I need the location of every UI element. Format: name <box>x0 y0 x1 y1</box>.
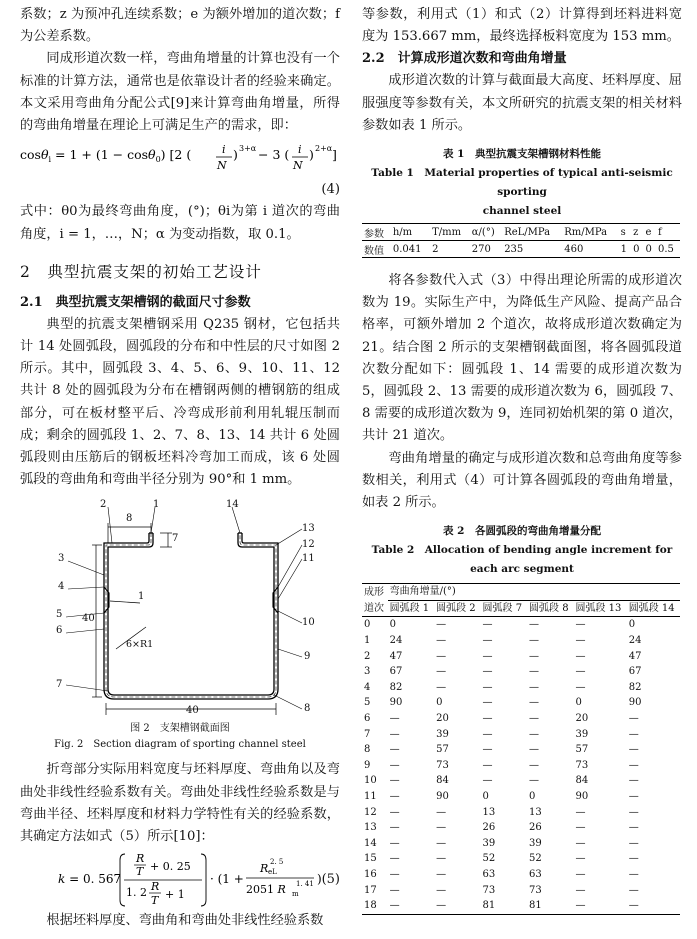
table-cell: 3 <box>364 666 371 678</box>
svg-text:R: R <box>136 852 145 866</box>
table-cell: 39 <box>575 728 589 740</box>
table-cell: 67 <box>628 666 642 678</box>
table-cell: 57 <box>436 744 449 756</box>
table-cell: 26 <box>529 822 542 834</box>
svg-text:cosθi = 1 + (1 − cosθ0) [2 (: cosθ$_i$ = 1 + (1 − cosθ$_0$) [2 ( <box>20 147 192 165</box>
table-1-value-row <box>362 241 680 258</box>
table-cell: 52 <box>529 853 542 865</box>
table-cell: — <box>389 853 400 865</box>
figure-2-caption-en: Fig. 2 Section diagram of sporting channel steel <box>54 739 306 751</box>
dim-flange: 7 <box>172 533 179 545</box>
table-cell: — <box>575 806 586 818</box>
table-row <box>362 789 680 805</box>
t1-v-5: 460 <box>564 243 584 255</box>
table-cell: 63 <box>482 868 496 880</box>
t2-h2-6: 圆弧段 14 <box>627 600 680 617</box>
table-cell: 90 <box>389 697 403 709</box>
fig-label-3: 3 <box>58 553 65 565</box>
table-cell: — <box>575 666 586 678</box>
svg-text:+ 0. 25: + 0. 25 <box>150 860 191 874</box>
fig-label-5: 5 <box>56 609 63 621</box>
fig-label-11: 11 <box>302 553 315 565</box>
table-cell: — <box>628 775 639 787</box>
table-1-title-en-2: channel steel <box>482 205 562 218</box>
table-cell: 12 <box>364 806 377 818</box>
table-cell: 84 <box>575 775 589 787</box>
table-cell: — <box>436 822 447 834</box>
table-cell: — <box>482 744 493 756</box>
svg-text:T: T <box>136 865 144 879</box>
table-cell: 90 <box>575 790 589 802</box>
fig-label-8: 8 <box>304 703 311 715</box>
paragraph-coefficients: 系数；z 为预冲孔连续系数；e 为额外增加的道次数；f 为公差系数。 <box>20 7 340 45</box>
equation-4-graphic <box>20 139 340 179</box>
table-2-title-cn: 表 2 各圆弧段的弯曲角增量分配 <box>443 525 601 538</box>
t2-h2-5: 圆弧段 13 <box>573 600 626 617</box>
t2-h2-1: 圆弧段 1 <box>388 600 434 617</box>
table-cell: — <box>628 713 639 724</box>
table-row <box>362 633 680 649</box>
table-row <box>362 805 680 821</box>
t1-v-3: 270 <box>471 243 491 255</box>
t1-h-5: Rm/MPa <box>562 224 618 241</box>
table-cell: — <box>389 790 400 802</box>
table-cell: — <box>575 900 586 912</box>
t2-h1-pass: 成形 <box>364 586 384 598</box>
t1-h-7: z <box>631 224 643 241</box>
table-cell: 20 <box>575 713 589 724</box>
equation-4-number: (4) <box>321 182 340 198</box>
equation-5-number: (5) <box>321 872 340 888</box>
table-cell: — <box>575 635 586 647</box>
table-cell: 0 <box>436 697 443 709</box>
svg-text:2+α: 2+α <box>315 144 333 154</box>
table-cell: — <box>575 884 586 896</box>
table-cell: — <box>389 837 400 849</box>
table-cell: — <box>628 759 639 771</box>
table-cell: 82 <box>389 681 403 693</box>
dim-width: 40 <box>186 705 199 717</box>
table-cell: 1 <box>364 635 371 647</box>
paragraph-pass-count: 将各参数代入式（3）中得出理论所需的成形道次数为 19。实际生产中，为降低生产风险、提高产品合格率，可额外增加 2 个道次，故将成形道次数确定为 21。结合图 2 所示的支架槽钢截面图，将各圆弧段道次数分配如下：圆弧段 1、14 需要的成形道次数为 5，圆弧段 2、13 需要的成形道次数为 6，圆弧段 7、8 需要的成形道次数为 9，连同初始机架的第 0 道次，共计 21 道次。 <box>362 273 682 444</box>
table-cell: — <box>389 775 400 787</box>
table-cell: 17 <box>364 884 377 896</box>
table-cell: 11 <box>364 790 377 802</box>
table-cell: 81 <box>482 900 496 912</box>
table-cell: 0 <box>389 619 396 631</box>
table-1-title-cn: 表 1 典型抗震支架槽钢材料性能 <box>443 148 601 161</box>
table-2-title-en-1: Table 2 Allocation of bending angle increment for <box>371 544 673 557</box>
table-cell: 73 <box>529 884 542 896</box>
table-cell: — <box>389 728 400 740</box>
table-cell: 0 <box>628 619 636 631</box>
table-cell: — <box>529 619 540 631</box>
table-cell: — <box>389 868 400 880</box>
t1-v-4: 235 <box>504 243 524 255</box>
table-cell: — <box>628 806 639 818</box>
dim-radius: 6×R1 <box>126 639 154 651</box>
channel-section-diagram <box>20 499 340 721</box>
table-cell: 82 <box>628 681 642 693</box>
table-cell: 7 <box>364 728 371 740</box>
table-row <box>362 883 680 899</box>
table-cell: — <box>628 900 639 912</box>
table-cell: — <box>436 900 447 912</box>
t1-h-8: e <box>644 224 656 241</box>
table-row <box>362 695 680 711</box>
table-row <box>362 711 680 727</box>
t1-v-7: 0 <box>633 243 640 255</box>
t1-v-1: 0.041 <box>392 243 422 255</box>
table-cell: — <box>482 775 493 787</box>
table-cell: — <box>389 744 400 756</box>
t1-v-9: 0.5 <box>658 243 674 255</box>
table-2-header-row-2 <box>362 600 680 617</box>
table-cell: 90 <box>436 790 449 802</box>
table-cell: 13 <box>364 822 377 834</box>
table-cell: — <box>628 853 639 865</box>
table-cell: 13 <box>482 806 496 818</box>
table-cell: — <box>436 837 447 849</box>
table-cell: — <box>628 884 639 896</box>
svg-text:R: R <box>260 862 269 876</box>
svg-text:]: ] <box>332 147 337 163</box>
table-row <box>362 664 680 680</box>
left-column <box>20 0 340 932</box>
table-cell: 73 <box>482 884 496 896</box>
t1-h-1: h/m <box>391 224 430 241</box>
svg-text:i: i <box>222 143 226 157</box>
svg-text:T: T <box>151 894 159 908</box>
dim-small: 1 <box>138 591 145 603</box>
table-cell: — <box>628 822 639 834</box>
table-cell: 2 <box>364 650 371 662</box>
table-cell: 5 <box>364 697 371 709</box>
svg-text:1. 2: 1. 2 <box>126 886 147 900</box>
table-cell: — <box>482 666 493 678</box>
table-cell: — <box>575 619 586 631</box>
table-row <box>362 867 680 883</box>
paragraph-channel-description: 典型的抗震支架槽钢采用 Q235 钢材，它包括共计 14 处圆弧段，圆弧段的分布和中性层的尺寸如图 2 所示。其中，圆弧段 3、4、5、6、9、10、11、12 共计 8 处的圆弧段为分布在槽钢两侧的槽钢筋的组成部分，可在板材整平后、冷弯成形前利用轧辊压制而成；剩余的圆弧段 1、2、7、8、13、14 共计 6 处圆弧段则由压筋后的钢板坯料冷弯加工而成，该 6 处圆弧段的弯曲角和弯曲半径分别为 90°和 1 mm。 <box>20 316 340 488</box>
t1-h-2: T/mm <box>430 224 470 241</box>
fig-label-2: 2 <box>100 499 107 511</box>
section-2-1-heading: 2.1 典型抗震支架槽钢的截面尺寸参数 <box>20 294 251 310</box>
t2-h2-2: 圆弧段 2 <box>434 600 480 617</box>
table-cell: — <box>389 806 400 818</box>
table-cell: — <box>389 759 400 771</box>
table-cell: — <box>482 635 493 647</box>
table-cell: — <box>575 853 586 865</box>
svg-text:· (1 +: · (1 + <box>210 872 244 887</box>
table-cell: — <box>628 744 639 756</box>
table-cell: 13 <box>529 806 542 818</box>
table-cell: 8 <box>364 744 371 756</box>
t2-h2-0: 道次 <box>362 600 388 617</box>
table-cell: — <box>529 681 540 693</box>
t1-h-6: s <box>619 224 631 241</box>
table-cell: — <box>389 884 400 896</box>
table-row <box>362 680 680 696</box>
table-cell: 39 <box>529 837 542 849</box>
table-cell: — <box>529 728 540 740</box>
table-cell: 14 <box>364 837 377 849</box>
table-row <box>362 758 680 774</box>
t2-h2-3: 圆弧段 7 <box>481 600 527 617</box>
table-cell: 39 <box>436 728 449 740</box>
table-cell: — <box>529 775 540 787</box>
paragraph-angle-increment: 弯曲角增量的确定与成形道次数和总弯曲角度等参数相关，利用式（4）可计算各圆弧段的弯曲角增量，如表 2 所示。 <box>362 450 682 511</box>
table-row <box>362 836 680 852</box>
paragraph-angle-method: 同成形道次数一样，弯曲角增量的计算也没有一个标准的计算方法，通常也是依靠设计者的经验来确定。本文采用弯曲角分配公式[9]来计算弯曲角增量，所得的弯曲角增量在理论上可满足生产的需求，即： <box>20 51 340 134</box>
svg-text:− 3 (: − 3 ( <box>258 147 290 163</box>
paragraph-bending-width: 折弯部分实际用料宽度与坯料厚度、弯曲角以及弯曲处非线性经验系数有关。弯曲处非线性经验系数是与弯曲半径、坯料厚度和材料力学特性有关的经验系数，其确定方法如式（5）所示[10]： <box>20 762 340 845</box>
table-row <box>362 851 680 867</box>
table-cell: 9 <box>364 759 371 771</box>
table-cell: 10 <box>364 775 377 787</box>
equation-4 <box>20 139 340 179</box>
svg-text:1. 41: 1. 41 <box>296 880 314 889</box>
table-cell: 47 <box>389 650 403 662</box>
table-cell: 90 <box>628 697 642 709</box>
table-cell: 47 <box>628 650 642 662</box>
t1-h-0: 参数 <box>362 224 391 241</box>
table-cell: — <box>482 681 493 693</box>
table-cell: 39 <box>482 837 496 849</box>
t2-h2-4: 圆弧段 8 <box>527 600 573 617</box>
table-cell: 73 <box>436 759 449 771</box>
table-cell: — <box>628 790 639 802</box>
svg-text:2. 5: 2. 5 <box>270 858 284 867</box>
fig-label-14: 14 <box>226 499 239 511</box>
table-cell: — <box>628 837 639 849</box>
table-1 <box>362 223 680 258</box>
table-cell: — <box>529 666 540 678</box>
table-cell: — <box>575 650 586 662</box>
svg-text:2051 R: 2051 R <box>246 883 286 897</box>
svg-text:k = 0. 567: k = 0. 567 <box>58 872 122 887</box>
svg-text:eL: eL <box>268 868 277 877</box>
table-2-title-en-2: each arc segment <box>470 563 574 576</box>
table-cell: 24 <box>389 635 403 647</box>
paragraph-where: 式中：θ0为最终弯曲角度，(°)；θi为第 i 道次的弯曲角度，i = 1，…，N；α 为变动指数，取 0.1。 <box>20 204 340 242</box>
figure-2-caption-cn: 图 2 支架槽钢截面图 <box>130 723 230 735</box>
table-cell: — <box>436 868 447 880</box>
table-1-header-row <box>362 224 680 241</box>
table-cell: 63 <box>529 868 542 880</box>
table-cell: 18 <box>364 900 377 912</box>
table-2-header-row-1 <box>362 584 680 601</box>
fig-label-12: 12 <box>302 539 315 551</box>
svg-text:N: N <box>293 159 303 173</box>
table-cell: — <box>575 868 586 880</box>
table-cell: — <box>529 744 540 756</box>
table-cell: 0 <box>575 697 582 709</box>
paragraph-width-result: 等参数，利用式（1）和式（2）计算得到坯料进料宽度为 153.667 mm，最终选择板料宽度为 153 mm。 <box>362 7 682 45</box>
table-cell: — <box>482 728 493 740</box>
table-cell: — <box>575 681 586 693</box>
svg-text:N: N <box>217 159 227 173</box>
t1-v-0: 数值 <box>364 245 384 257</box>
table-row <box>362 742 680 758</box>
table-cell: — <box>482 759 493 771</box>
table-cell: — <box>529 713 540 724</box>
table-2 <box>362 583 680 914</box>
section-2-2-heading: 2.2 计算成形道次数和弯曲角增量 <box>362 51 567 67</box>
t2-h1-angle: 弯曲角增量/(°) <box>388 584 680 601</box>
dim-height: 40 <box>82 613 95 625</box>
table-cell: 81 <box>529 900 542 912</box>
table-cell: 16 <box>364 868 377 880</box>
svg-text:m: m <box>292 890 299 899</box>
figure-2 <box>20 499 340 721</box>
table-row <box>362 773 680 789</box>
table-cell: — <box>575 822 586 834</box>
equation-5 <box>20 848 340 910</box>
table-row <box>362 649 680 665</box>
table-cell: 0 <box>364 619 371 631</box>
table-cell: 67 <box>389 666 403 678</box>
table-cell: — <box>482 697 493 709</box>
table-row <box>362 727 680 743</box>
table-cell: — <box>389 822 400 834</box>
table-cell: 26 <box>482 822 496 834</box>
table-cell: — <box>436 666 447 678</box>
table-cell: — <box>389 900 400 912</box>
table-cell: — <box>436 853 447 865</box>
fig-label-1: 1 <box>153 499 160 511</box>
section-2-heading: 2 典型抗震支架的初始工艺设计 <box>20 262 262 281</box>
table-cell: — <box>628 868 639 880</box>
svg-text:): ) <box>309 147 314 163</box>
fig-label-6: 6 <box>56 625 63 637</box>
table-row <box>362 898 680 914</box>
table-cell: 20 <box>436 713 449 724</box>
table-cell: 57 <box>575 744 589 756</box>
table-cell: — <box>436 619 447 631</box>
table-row <box>362 617 680 633</box>
table-cell: — <box>436 650 447 662</box>
fig-label-10: 10 <box>302 617 315 629</box>
table-1-title-en-1: Table 1 Material properties of typical anti-seismic sporting <box>371 167 673 199</box>
svg-text:R: R <box>151 880 160 894</box>
fig-label-7: 7 <box>56 679 63 691</box>
table-cell: — <box>389 713 400 724</box>
fig-label-13: 13 <box>302 523 315 535</box>
svg-text:+ 1: + 1 <box>165 888 185 902</box>
right-column <box>362 0 682 915</box>
table-cell: — <box>529 697 540 709</box>
table-cell: — <box>436 884 447 896</box>
table-cell: 0 <box>482 790 489 802</box>
t1-h-3: α/(°) <box>470 224 502 241</box>
table-cell: — <box>529 635 540 647</box>
fig-label-9: 9 <box>304 651 311 663</box>
paragraph-width-calc-start: 根据坯料厚度、弯曲角和弯曲处非线性经验系数 <box>46 913 324 929</box>
t1-h-9: f <box>656 224 680 241</box>
equation-5-graphic <box>20 848 340 910</box>
dim-top: 8 <box>126 513 133 525</box>
table-cell: 84 <box>436 775 449 787</box>
table-cell: 73 <box>575 759 589 771</box>
paragraph-material-params: 成形道次数的计算与截面最大高度、坯料厚度、屈服强度等参数有关，本文所研究的抗震支架的相关材料参数如表 1 所示。 <box>362 73 682 133</box>
svg-text:3+α: 3+α <box>239 144 257 154</box>
svg-text:): ) <box>317 872 322 887</box>
table-cell: 4 <box>364 681 371 693</box>
t1-v-8: 0 <box>645 243 652 255</box>
table-cell: — <box>575 837 586 849</box>
t1-h-4: ReL/MPa <box>502 224 562 241</box>
t1-v-2: 2 <box>432 243 439 255</box>
table-cell: 24 <box>628 635 642 647</box>
svg-text:i: i <box>298 143 302 157</box>
table-cell: — <box>482 650 493 662</box>
table-cell: — <box>482 619 493 631</box>
table-cell: 6 <box>364 713 371 724</box>
table-cell: — <box>529 650 540 662</box>
table-row <box>362 820 680 836</box>
table-2-body <box>362 617 680 914</box>
t1-v-6: 1 <box>620 243 627 255</box>
table-cell: 0 <box>529 790 536 802</box>
table-cell: — <box>628 728 639 740</box>
svg-text:): ) <box>233 147 238 163</box>
table-cell: — <box>529 759 540 771</box>
table-cell: — <box>436 681 447 693</box>
table-cell: 15 <box>364 853 377 865</box>
table-cell: 52 <box>482 853 496 865</box>
table-cell: — <box>436 635 447 647</box>
fig-label-4: 4 <box>58 581 65 593</box>
table-cell: — <box>436 806 447 818</box>
table-cell: — <box>482 713 493 724</box>
